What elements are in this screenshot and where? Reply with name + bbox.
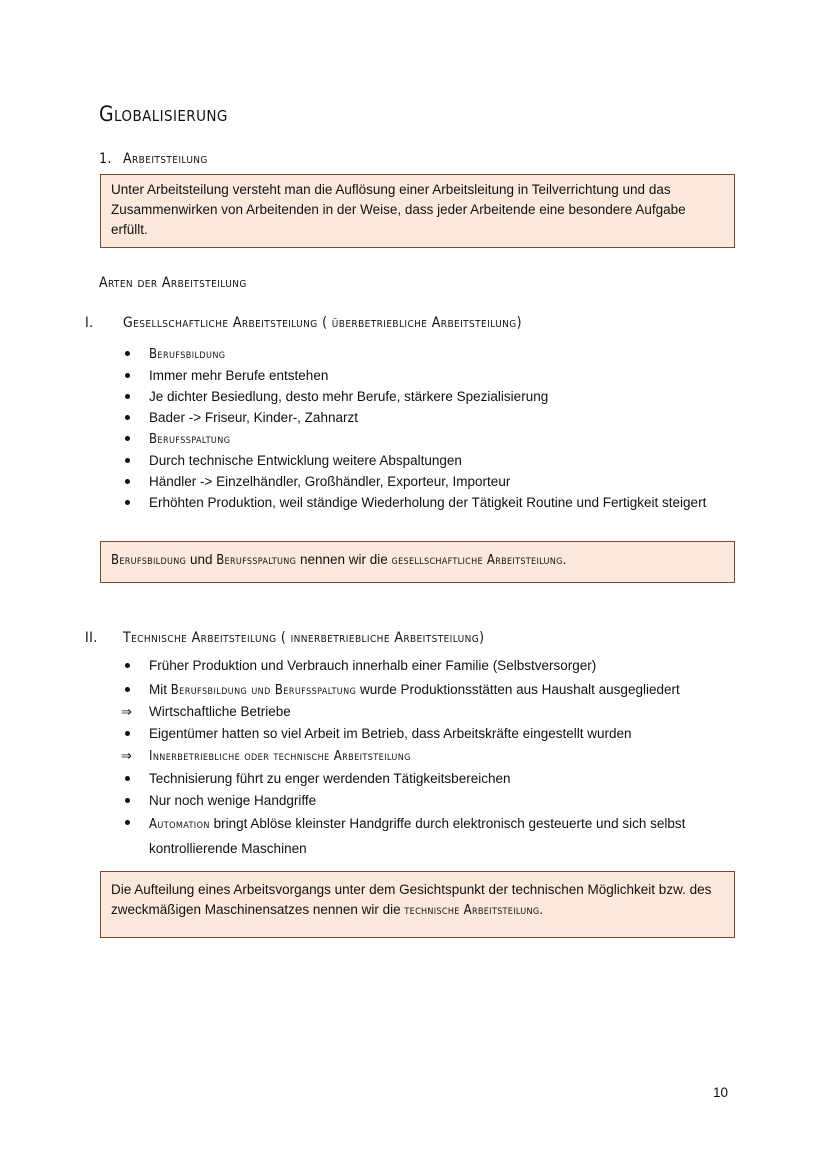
bullet-icon: [125, 687, 130, 692]
list-item-text: Je dichter Besiedlung, desto mehr Berufe, stärkere Spezialisierung: [149, 389, 549, 404]
summary-text: .: [562, 552, 567, 567]
list-item: [121, 343, 721, 365]
list-item: [121, 471, 721, 492]
list-item-text: wurde Produktionsstätten aus Haushalt ausgegliedert: [356, 682, 680, 697]
emphasized-term: Berufsbildung und Berufsspaltung: [170, 683, 357, 698]
section-heading-text: Arbeitsteilung: [123, 151, 208, 167]
bullet-icon: [125, 373, 130, 378]
list-item-text: Eigentümer hatten so viel Arbeit im Betrieb, dass Arbeitskräfte eingestellt wurden: [149, 726, 632, 741]
list-item-text: Immer mehr Berufe entstehen: [149, 368, 329, 383]
summary-box-one: [100, 541, 735, 583]
list-item-text: Nur noch wenige Handgriffe: [149, 793, 317, 808]
page-number: 10: [713, 1085, 729, 1100]
bullet-icon: [125, 500, 130, 505]
part-two-list: [121, 655, 721, 861]
list-item: [121, 790, 721, 812]
bullet-icon: [125, 479, 130, 484]
implies-arrow-icon: ⇒: [121, 704, 132, 719]
summary-text: .: [539, 902, 544, 917]
list-item-text: Früher Produktion und Verbrauch innerhalb einer Familie (Selbstversorger): [149, 658, 597, 673]
list-item: [121, 679, 721, 701]
list-item: [121, 745, 721, 768]
list-item-text: Mit: [149, 682, 171, 697]
list-item-text: Händler -> Einzelhändler, Großhändler, Exporteur, Importeur: [149, 474, 511, 489]
summary-box-two: [100, 871, 735, 938]
part-one-heading: [85, 315, 522, 331]
list-item: [121, 428, 721, 450]
bullet-icon: [125, 731, 130, 736]
summary-term: technische Arbeitsteilung: [404, 903, 540, 918]
summary-term: Berufsbildung: [111, 553, 187, 568]
page-title: Globalisierung: [99, 102, 228, 126]
list-item: [121, 812, 721, 861]
part-two-numeral: II.: [85, 630, 98, 646]
list-item: [121, 655, 721, 676]
bullet-icon: [125, 458, 130, 463]
list-item-text: Technisierung führt zu enger werdenden Tätigkeitsbereichen: [149, 771, 511, 786]
bullet-icon: [125, 798, 130, 803]
list-item-term: Berufsbildung: [149, 347, 226, 362]
definition-text: Unter Arbeitsteilung versteht man die Auflösung einer Arbeitsleitung in Teilverrichtung und das Zusammenwirken von Arbeitenden in der Weise, dass jeder Arbeitende eine besondere Aufgabe erfüllt.: [111, 182, 686, 237]
summary-text: und: [186, 552, 217, 567]
summary-text: nennen wir die: [296, 552, 392, 567]
list-item-text: bringt Ablöse kleinster Handgriffe durch elektronisch gesteuerte und sich selbst kontrollierende Maschinen: [149, 816, 686, 856]
list-item: [121, 407, 721, 428]
list-item: [121, 768, 721, 790]
bullet-icon: [125, 436, 130, 441]
part-one-numeral: I.: [85, 315, 94, 331]
bullet-icon: [125, 351, 130, 356]
part-two-heading: [85, 630, 484, 646]
bullet-icon: [125, 415, 130, 420]
part-one-list: [121, 343, 721, 513]
definition-box: [100, 174, 735, 248]
summary-term: gesellschaftliche Arbeitsteilung: [391, 553, 563, 568]
list-item-text: Erhöhten Produktion, weil ständige Wiederholung der Tätigkeit Routine und Fertigkeit steigert: [149, 495, 707, 510]
list-item: [121, 386, 721, 407]
bullet-icon: [125, 820, 130, 825]
summary-term: Berufsspaltung: [216, 553, 297, 568]
list-item: [121, 723, 721, 745]
list-item: [121, 450, 721, 471]
subsection-heading: Arten der Arbeitsteilung: [99, 275, 247, 291]
summary-text: Die Aufteilung eines Arbeitsvorgangs unter dem Gesichtspunkt der technischen Möglichkeit bzw. des zweckmäßigen Maschinensatzes nennen wir die: [111, 882, 712, 917]
emphasized-term: Automation: [149, 817, 210, 832]
list-item-text: Wirtschaftliche Betriebe: [149, 704, 291, 719]
implies-arrow-icon: ⇒: [121, 748, 132, 763]
list-item-term: Berufsspaltung: [149, 432, 231, 447]
part-one-heading-text: Gesellschaftliche Arbeitsteilung ( überbetriebliche Arbeitsteilung): [123, 315, 522, 331]
part-two-heading-text: Technische Arbeitsteilung ( innerbetriebliche Arbeitsteilung): [123, 630, 485, 646]
list-item: [121, 492, 721, 513]
bullet-icon: [125, 776, 130, 781]
section-heading: [99, 151, 208, 167]
bullet-icon: [125, 394, 130, 399]
section-number: 1.: [99, 151, 112, 167]
list-item-term: Innerbetriebliche oder technische Arbeitsteilung: [149, 749, 411, 764]
list-item: [121, 365, 721, 386]
list-item: [121, 701, 721, 723]
list-item-text: Durch technische Entwicklung weitere Abspaltungen: [149, 453, 462, 468]
list-item-text: Bader -> Friseur, Kinder-, Zahnarzt: [149, 410, 358, 425]
bullet-icon: [125, 663, 130, 668]
